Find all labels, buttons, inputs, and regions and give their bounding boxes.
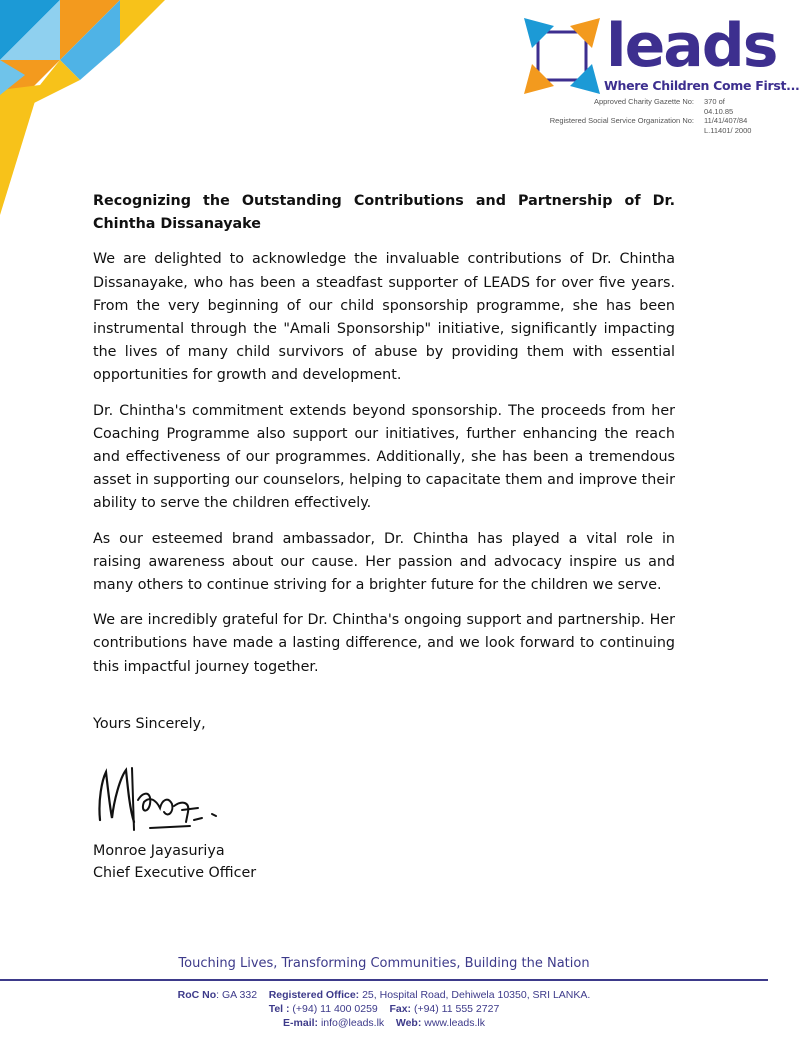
roc-value: : GA 332 <box>216 989 258 1001</box>
registration-value: 11/41/407/84 <box>704 116 748 125</box>
registration-details <box>550 97 756 135</box>
letter-paragraph: Dr. Chintha's commitment extends beyond sponsorship. The proceeds from her Coaching Programme also support our initiatives, further enhancing the reach and effectiveness of our programmes. Additionally, she has been a tremendous asset in supporting our counselors, helping to capacitate them and improve their ability to serve the children effectively. <box>93 402 675 512</box>
registration-value: 370 of 04.10.85 <box>704 97 734 116</box>
office-value: 25, Hospital Road, Dehiwela 10350, SRI LANKA. <box>362 989 591 1001</box>
fax-label: Fax: <box>389 1003 412 1015</box>
web-label: Web: <box>395 1017 422 1029</box>
registration-value: L.11401/ 2000 <box>704 125 752 135</box>
roc-label: RoC No <box>177 989 217 1001</box>
logo-wordmark: leads <box>606 11 777 81</box>
footer-line-1 <box>0 988 768 1002</box>
registration-row <box>550 97 756 116</box>
logo-mark-icon <box>524 18 600 94</box>
handwritten-signature <box>90 760 240 840</box>
registration-row <box>550 116 756 126</box>
tel-value: (+94) 11 400 0259 <box>292 1003 378 1015</box>
footer-line-3 <box>0 1016 768 1030</box>
web-link[interactable]: www.leads.lk <box>424 1017 485 1029</box>
letter-title: Recognizing the Outstanding Contributions and Partnership of Dr. Chintha Dissanayake <box>93 193 675 233</box>
registration-label <box>694 126 704 136</box>
footer-motto: Touching Lives, Transforming Communities, Building the Nation <box>178 956 590 971</box>
footer-divider <box>0 979 768 981</box>
office-label: Registered Office: <box>268 989 360 1001</box>
footer-contact <box>0 988 768 1030</box>
fax-value: (+94) 11 555 2727 <box>413 1003 500 1015</box>
signer-block <box>93 840 256 884</box>
leads-logo <box>524 11 800 102</box>
letter-closing: Yours Sincerely, <box>93 716 206 732</box>
signer-title: Chief Executive Officer <box>93 865 257 881</box>
letter-body <box>93 190 675 691</box>
letter-paragraph: As our esteemed brand ambassador, Dr. Chintha has played a vital role in raising awareness about our cause. Her passion and advocacy inspire us and many others to continue striving for a brighter future for the children we serve. <box>93 530 675 594</box>
registration-label: Approved Charity Gazette No: <box>593 97 694 106</box>
email-label: E-mail: <box>283 1017 319 1029</box>
tel-label: Tel : <box>268 1003 290 1015</box>
letter-paragraph: We are delighted to acknowledge the invaluable contributions of Dr. Chintha Dissanayake, who has been a steadfast supporter of LEADS for over five years. From the very beginning of our child sponsorship programme, she has been instrumental through the "Amali Sponsorship" initiative, significantly impacting the lives of many child survivors of abuse by providing them with essential opportunities for growth and development. <box>93 251 675 384</box>
footer-line-2 <box>0 1002 768 1016</box>
email-link[interactable]: info@leads.lk <box>320 1017 385 1029</box>
registration-label: Registered Social Service Organization No: <box>549 116 694 125</box>
registration-row <box>550 126 756 136</box>
logo-tagline: Where Children Come First... <box>604 78 800 93</box>
letter-paragraph: We are incredibly grateful for Dr. Chintha's ongoing support and partnership. Her contributions have made a lasting difference, and we look forward to continuing this impactful journey together. <box>93 612 675 675</box>
signer-name: Monroe Jayasuriya <box>93 843 225 859</box>
